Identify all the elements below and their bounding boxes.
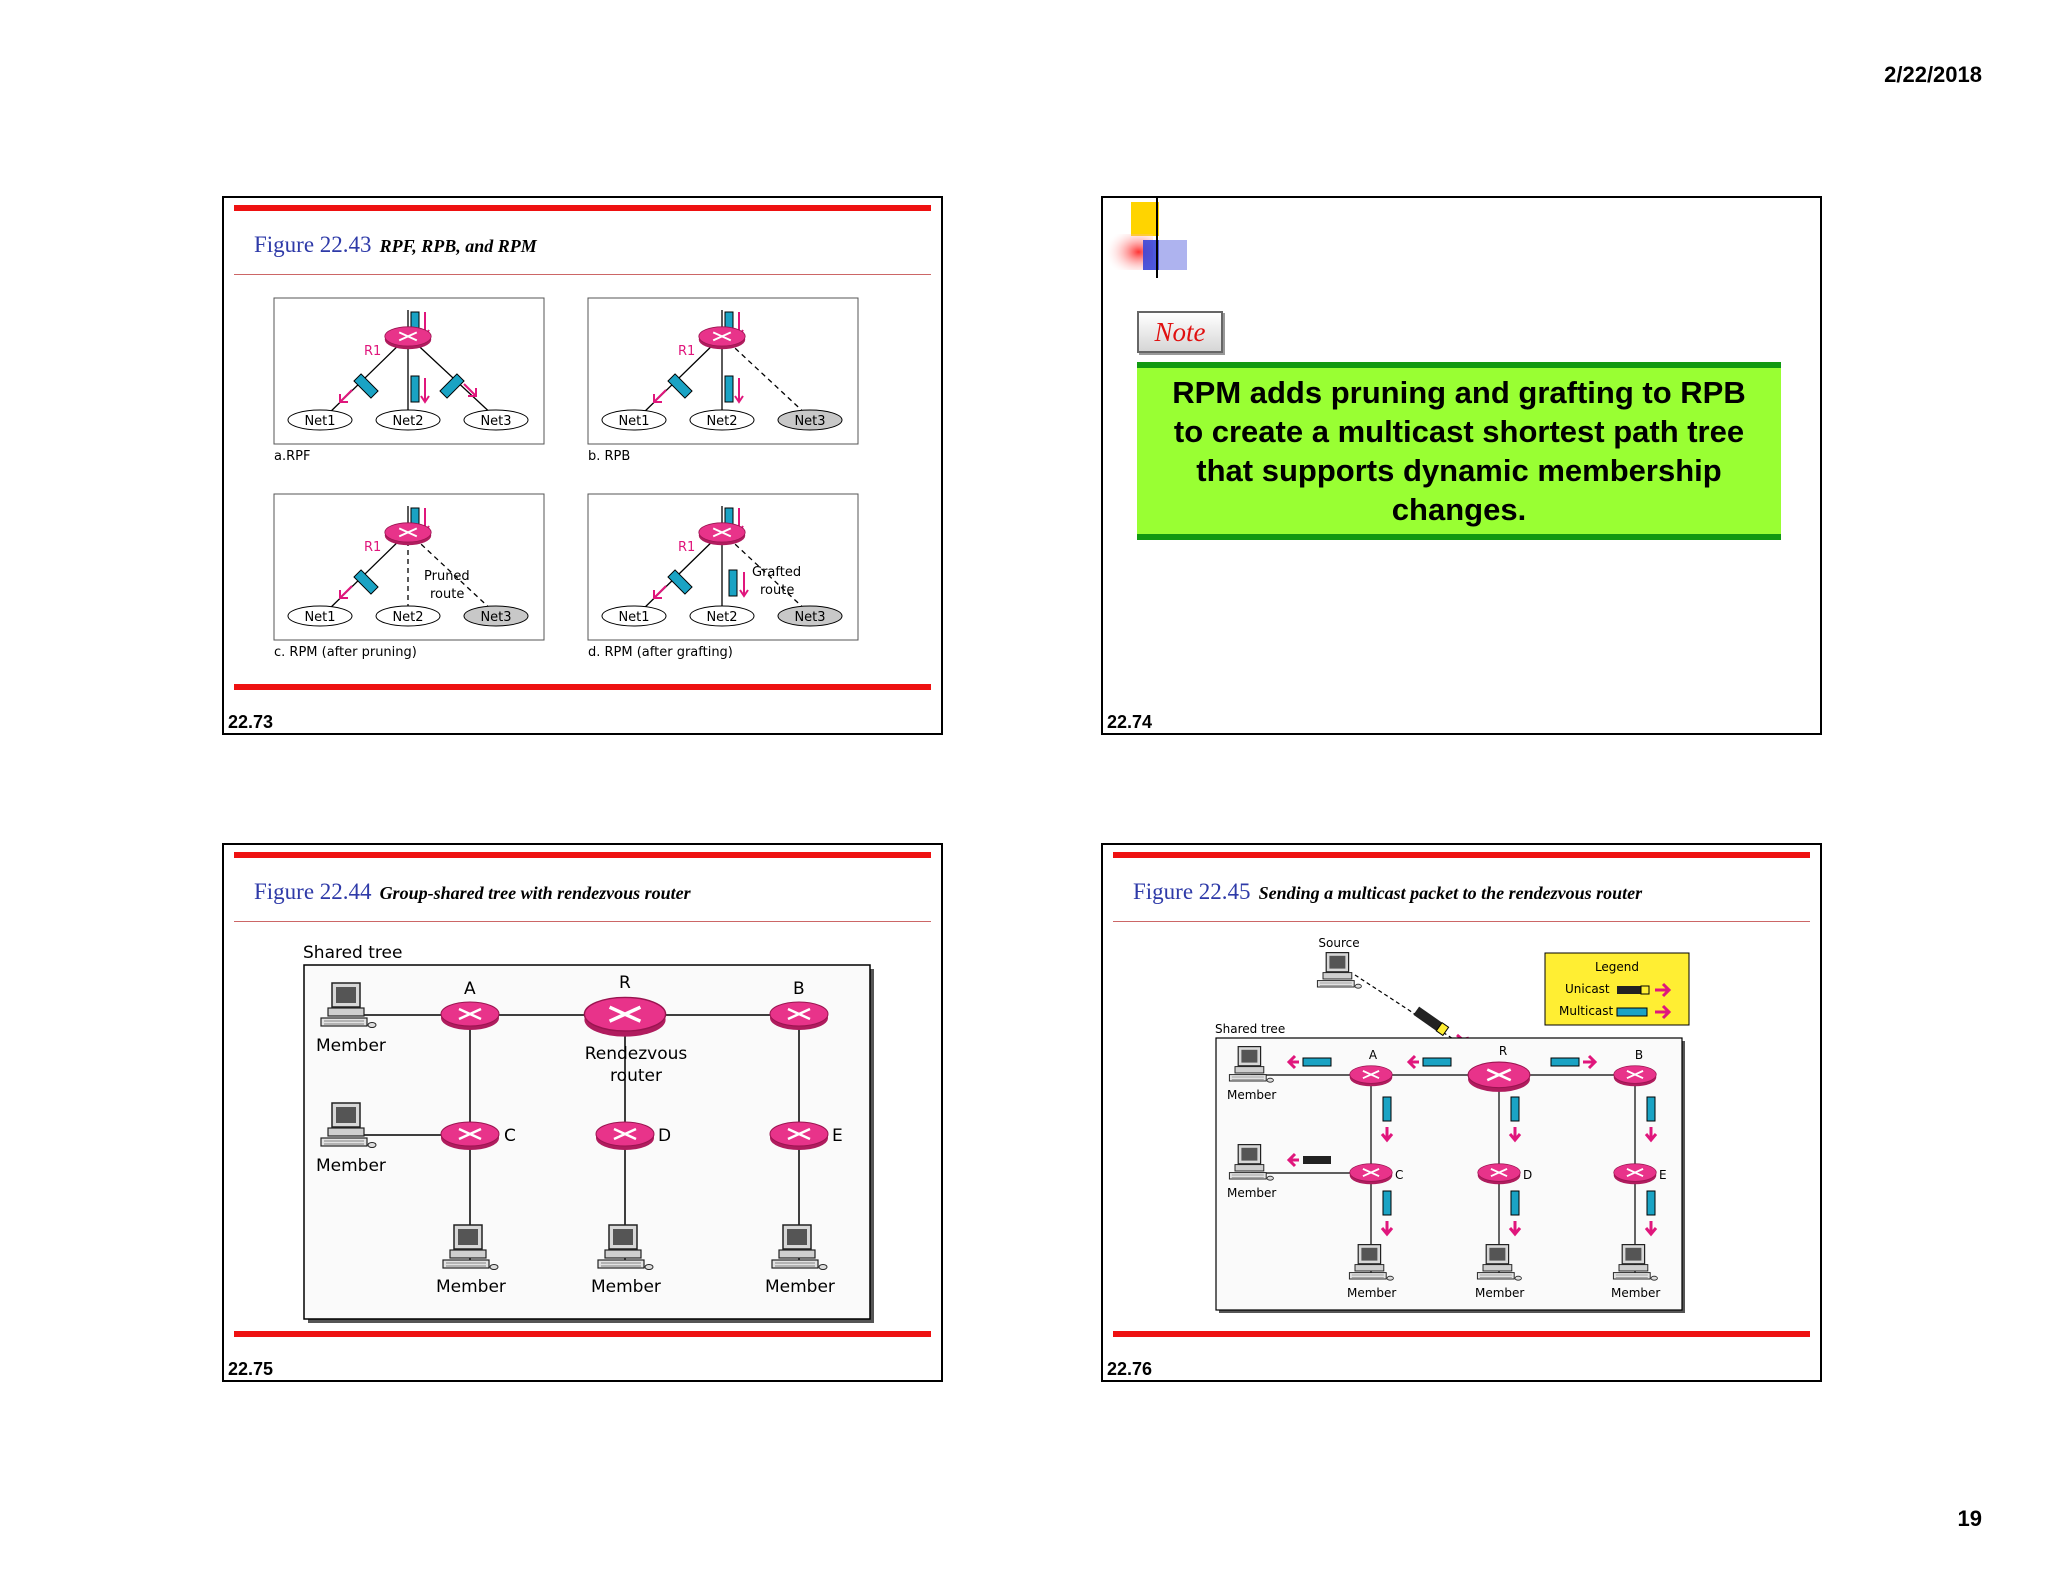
router-e-label: E (832, 1126, 843, 1146)
legend-multicast: Multicast (1559, 1004, 1614, 1018)
router-icon (1614, 1066, 1657, 1087)
multicast-to-rendezvous-diagram (1103, 845, 1820, 1380)
net-label: Net2 (392, 610, 424, 625)
router-c-label: C (504, 1126, 516, 1146)
panel-rpm-grafting (588, 494, 858, 660)
group-shared-tree-diagram (224, 845, 941, 1380)
router-icon (1478, 1164, 1521, 1185)
router-r-label: R (1498, 1044, 1508, 1058)
rendezvous-label: Rendezvous (584, 1044, 688, 1064)
net-label: Net3 (794, 610, 826, 625)
rendezvous-label-2: router (610, 1066, 662, 1086)
packet-icon (1511, 1097, 1519, 1121)
net-label: Net1 (304, 414, 336, 429)
member-label: Member (1611, 1286, 1661, 1300)
slide-number: 22.74 (1107, 712, 1153, 732)
shared-tree-frame (1216, 1038, 1682, 1310)
rpf-rpb-rpm-diagram (224, 198, 941, 733)
figure-number: Figure 22.43 (254, 232, 372, 257)
router-icon (699, 327, 745, 349)
packet-icon (411, 376, 419, 402)
figure-caption: Group-shared tree with rendezvous router (379, 883, 691, 903)
slide-22-76 (1101, 843, 1822, 1382)
net-label: Net2 (706, 610, 738, 625)
bottom-red-bar (234, 1331, 931, 1337)
router-d-label: D (1523, 1168, 1533, 1182)
router-label: R1 (364, 344, 382, 359)
route-label: route (430, 587, 465, 602)
member-label: Member (316, 1036, 386, 1056)
net-label: Net1 (618, 414, 650, 429)
router-icon (441, 1002, 499, 1030)
page-date: 2/22/2018 (1884, 62, 1982, 87)
net-label: Net1 (304, 610, 336, 625)
router-label: R1 (364, 540, 382, 555)
shared-tree-label: Shared tree (1215, 1022, 1286, 1036)
slide-number: 22.75 (228, 1359, 274, 1379)
note-box (1137, 362, 1781, 540)
packet-icon (1303, 1058, 1331, 1066)
member-label: Member (765, 1277, 835, 1297)
note-label: Note (1137, 311, 1223, 353)
panel-caption: c. RPM (after pruning) (274, 645, 417, 660)
legend-title: Legend (1594, 960, 1640, 974)
panel-caption: a.RPF (274, 449, 311, 464)
router-icon (699, 523, 745, 545)
slide-22-73 (222, 196, 943, 735)
router-a-label: A (1368, 1048, 1378, 1062)
panel-caption: b. RPB (588, 449, 631, 464)
packet-icon (1647, 1097, 1655, 1121)
panel-caption: d. RPM (after grafting) (588, 645, 733, 660)
member-label: Member (316, 1156, 386, 1176)
member-label: Member (1227, 1088, 1277, 1102)
net-label: Net3 (794, 414, 826, 429)
packet-icon (1423, 1058, 1451, 1066)
packet-icon (1511, 1191, 1519, 1215)
bottom-red-bar (234, 684, 931, 690)
route-label: route (760, 583, 795, 598)
slide-number: 22.76 (1107, 1359, 1153, 1379)
packet-icon (1647, 1191, 1655, 1215)
router-icon (385, 523, 431, 545)
router-a-label: A (464, 979, 476, 999)
packet-icon (1551, 1058, 1579, 1066)
router-e-label: E (1659, 1168, 1667, 1182)
router-d-label: D (658, 1126, 672, 1146)
router-icon (1350, 1164, 1393, 1185)
decorative-header-graphic (1103, 198, 1820, 288)
member-label: Member (1475, 1286, 1525, 1300)
figure-caption: Sending a multicast packet to the rendezvous router (1258, 883, 1643, 903)
shared-tree-label: Shared tree (303, 943, 403, 963)
member-label: Member (591, 1277, 661, 1297)
router-label: R1 (678, 540, 696, 555)
packet-icon (1383, 1191, 1391, 1215)
slide-22-74 (1101, 196, 1822, 735)
member-label: Member (1347, 1286, 1397, 1300)
computer-icon (1317, 953, 1361, 989)
router-icon (441, 1122, 499, 1150)
figure-number: Figure 22.45 (1133, 879, 1251, 904)
member-label: Member (436, 1277, 506, 1297)
panel-rpm-pruning (274, 494, 544, 660)
panel-rpb (588, 298, 858, 464)
router-icon (1350, 1066, 1393, 1087)
rendezvous-router-icon (1468, 1062, 1530, 1092)
slide-22-75 (222, 843, 943, 1382)
router-icon (596, 1122, 654, 1150)
figure-caption: RPF, RPB, and RPM (379, 236, 537, 256)
slide-number: 22.73 (228, 712, 274, 732)
router-b-label: B (1634, 1048, 1644, 1062)
panel-rpf (274, 298, 544, 464)
net-label: Net3 (480, 414, 512, 429)
source-label: Source (1318, 936, 1360, 950)
net-label: Net2 (392, 414, 424, 429)
figure-number: Figure 22.44 (254, 879, 372, 904)
pruned-label: Pruned (424, 569, 470, 584)
router-icon (1614, 1164, 1657, 1185)
member-label: Member (1227, 1186, 1277, 1200)
packet-icon (1383, 1097, 1391, 1121)
net-label: Net2 (706, 414, 738, 429)
router-b-label: B (793, 979, 805, 999)
router-icon (770, 1122, 828, 1150)
note-text: RPM adds pruning and grafting to RPB to create a multicast shortest path tree that supports dynamic membership changes. (1172, 375, 1746, 527)
net-label: Net3 (480, 610, 512, 625)
rendezvous-router-icon (584, 997, 665, 1036)
net-label: Net1 (618, 610, 650, 625)
bottom-red-bar (1113, 1331, 1810, 1337)
router-icon (770, 1002, 828, 1030)
grafted-label: Grafted (752, 565, 802, 580)
packet-icon (729, 570, 737, 596)
router-label: R1 (678, 344, 696, 359)
packet-icon (1303, 1156, 1331, 1164)
page-number: 19 (1957, 1506, 1982, 1531)
packet-icon (725, 376, 733, 402)
legend-unicast: Unicast (1565, 982, 1610, 996)
router-c-label: C (1395, 1168, 1404, 1182)
router-icon (385, 327, 431, 349)
router-r-label: R (619, 973, 631, 993)
